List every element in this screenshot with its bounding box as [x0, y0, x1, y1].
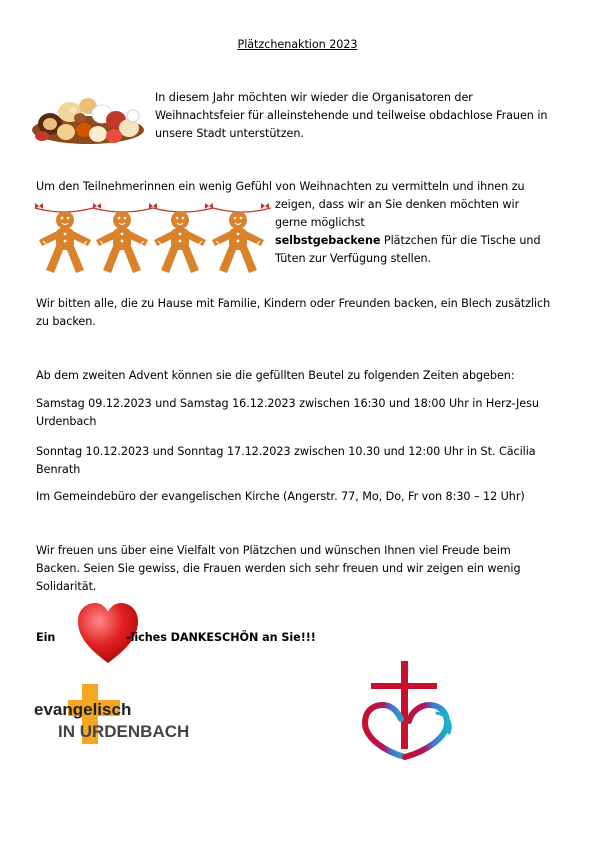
- cookies-plate-image: [28, 92, 146, 148]
- paragraph-line: Um den Teilnehmerinnen ein wenig Gefühl von Weihnachten zu vermitteln und ihnen zu: [36, 180, 525, 193]
- paragraph-fragment: Plätzchen für die Tische und: [380, 234, 541, 247]
- request-paragraph: Wir bitten alle, die zu Hause mit Familie, Kindern oder Freunden backen, ein Blech zusätzlich zu backen.: [36, 297, 551, 328]
- paragraph-line: [275, 232, 575, 250]
- dropoff-time-3: Im Gemeindebüro der evangelischen Kirche (Angerstr. 77, Mo, Do, Fr von 8:30 – 12 Uhr): [36, 490, 525, 503]
- cross-heart-logo: [355, 659, 465, 769]
- dropoff-time-2: Sonntag 10.12.2023 und Sonntag 17.12.2023 zwischen 10.30 und 12:00 Uhr in St. Cäcilia Benrath: [36, 445, 536, 476]
- paragraph-line: zeigen, dass wir an Sie denken möchten wir: [275, 198, 520, 211]
- gingerbread-garland-image: [33, 202, 273, 278]
- paragraph-line: Tüten zur Verfügung stellen.: [275, 252, 432, 265]
- bold-word: selbstgebackene: [275, 234, 381, 247]
- intro-paragraph: In diesem Jahr möchten wir wieder die Organisatoren der Weihnachtsfeier für alleinstehende und teilweise obdachlose Frauen in unsere Stadt unterstützen.: [155, 91, 548, 140]
- advent-paragraph: Ab dem zweiten Advent können sie die gefüllten Beutel zu folgenden Zeiten abgeben:: [36, 369, 515, 382]
- dropoff-time-1: Samstag 09.12.2023 und Samstag 16.12.2023 zwischen 16:30 und 18:00 Uhr in Herz-Jesu Urdenbach: [36, 397, 539, 428]
- evangelisch-urdenbach-logo: [32, 684, 190, 744]
- page-title: Plätzchenaktion 2023: [237, 38, 358, 51]
- logo-line2: IN URDENBACH: [58, 722, 190, 741]
- logo-line1: evangelisch: [34, 700, 132, 719]
- closing-paragraph: Wir freuen uns über eine Vielfalt von Plätzchen und wünschen Ihnen viel Freude beim Backen. Seien Sie gewiss, die Frauen werden sich sehr freuen und wir zeigen ein wenig Solidarität.: [36, 544, 521, 593]
- thanks-end: -liches DANKESCHÖN an Sie!!!: [126, 631, 316, 644]
- thanks-start: Ein: [36, 631, 56, 644]
- cookie-paragraph: [275, 196, 575, 268]
- paragraph-line: gerne möglichst: [275, 216, 365, 229]
